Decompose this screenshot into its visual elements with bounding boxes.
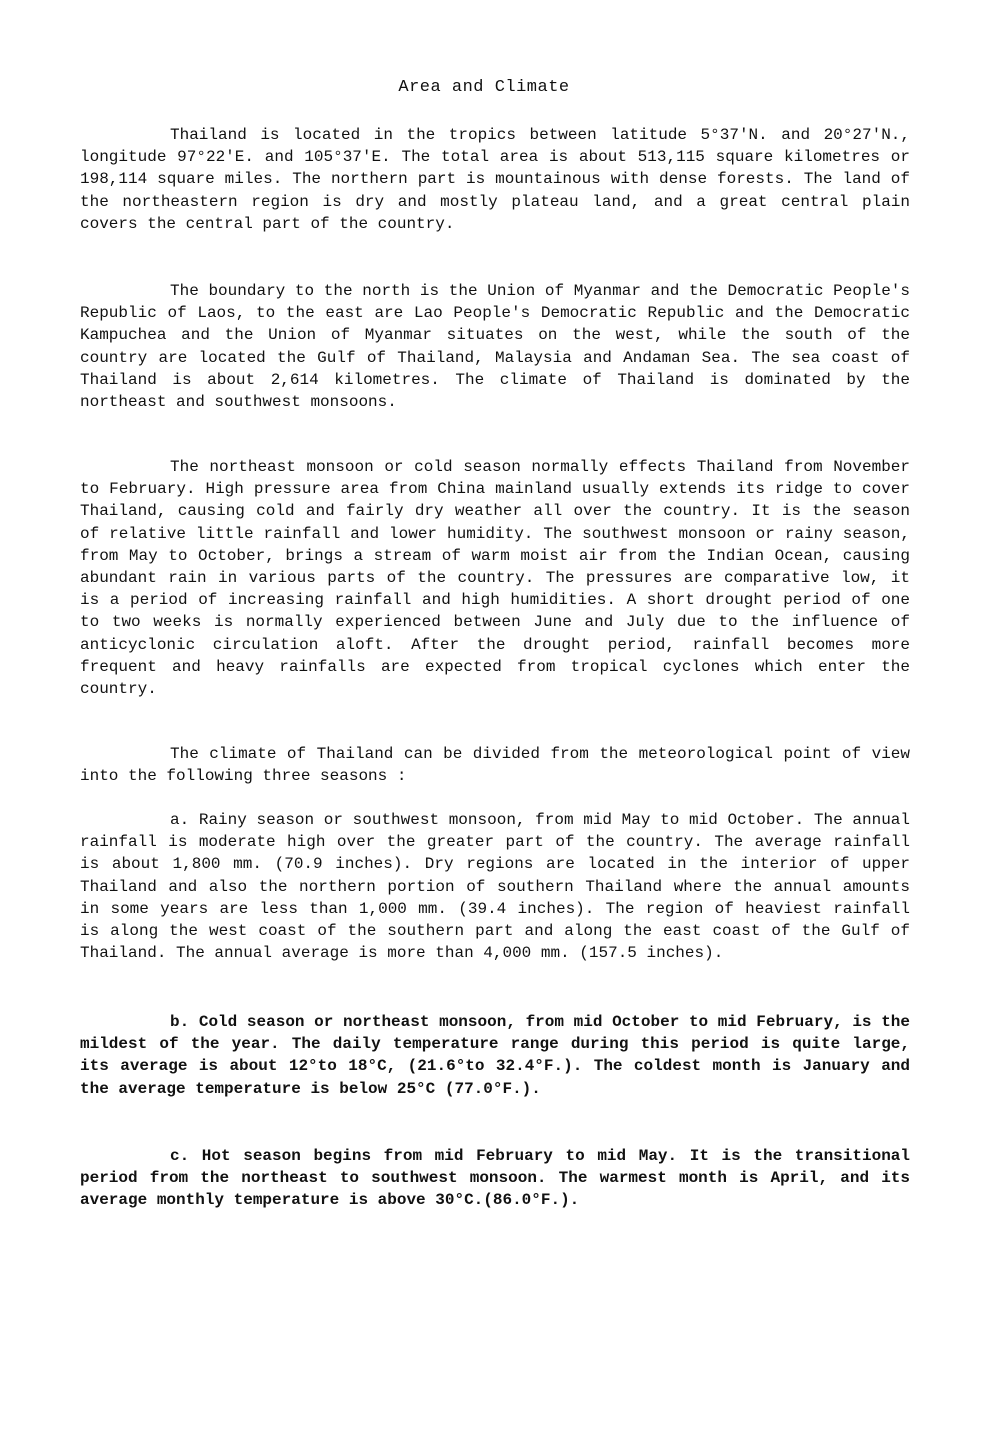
paragraph-seasons-intro [80, 743, 910, 787]
paragraph-text: b. Cold season or northeast monsoon, from mid October to mid February, is the mildest of the year. The daily temperature range during this period is quite large, its average is about 12°to 18°C, (21.6°to 32.4°F.). The coldest month is January and the average temperature is below 25°C (77.0°F.). [80, 1013, 910, 1098]
paragraph-cold-season [80, 1011, 910, 1100]
paragraph-location [80, 124, 910, 235]
paragraph-text: a. Rainy season or southwest monsoon, from mid May to mid October. The annual rainfall is moderate high over the greater part of the country. The average rainfall is about 1,800 mm. (70.9 inches). Dry regions are located in the interior of upper Thailand and also the northern portion of southern Thailand where the annual amounts in some years are less than 1,000 mm. (39.4 inches). The region of heaviest rainfall is along the west coast of the southern part and along the east coast of the Gulf of Thailand. The annual average is more than 4,000 mm. (157.5 inches). [80, 811, 910, 963]
paragraph-rainy-season [80, 809, 910, 964]
paragraph-text: The boundary to the north is the Union of Myanmar and the Democratic People's Republic of Laos, to the east are Lao People's Democratic Republic and the Democratic Kampuchea and the Union of Myanmar situates on the west, while the south of the country are located the Gulf of Thailand, Malaysia and Andaman Sea. The sea coast of Thailand is about 2,614 kilometres. The climate of Thailand is dominated by the northeast and southwest monsoons. [80, 282, 910, 412]
paragraph-text: Thailand is located in the tropics between latitude 5°37′N. and 20°27′N., longitude 97°22′E. and 105°37′E. The total area is about 513,115 square kilometres or 198,114 square miles. The northern part is mountainous with dense forests. The land of the northeastern region is dry and mostly plateau land, and a great central plain covers the central part of the country. [80, 126, 910, 233]
paragraph-boundary [80, 280, 910, 413]
paragraph-hot-season [80, 1145, 910, 1212]
paragraph-monsoons [80, 456, 910, 700]
page-title: Area and Climate [398, 78, 570, 97]
paragraph-text: The northeast monsoon or cold season normally effects Thailand from November to February. High pressure area from China mainland usually extends its ridge to cover Thailand, causing cold and fairly dry weather all over the country. It is the season of relative little rainfall and lower humidity. The southwest monsoon or rainy season, from May to October, brings a stream of warm moist air from the Indian Ocean, causing abundant rain in various parts of the country. The pressures are comparative low, it is a period of increasing rainfall and high humidities. A short drought period of one to two weeks is normally experienced between June and July due to the influence of anticyclonic circulation aloft. After the drought period, rainfall becomes more frequent and heavy rainfalls are expected from tropical cyclones which enter the country. [80, 458, 910, 699]
paragraph-text: The climate of Thailand can be divided from the meteorological point of view into the following three seasons : [80, 745, 910, 786]
paragraph-text: c. Hot season begins from mid February to mid May. It is the transitional period from the northeast to southwest monsoon. The warmest month is April, and its average monthly temperature is above 30°C.(86.0°F.). [80, 1147, 910, 1210]
